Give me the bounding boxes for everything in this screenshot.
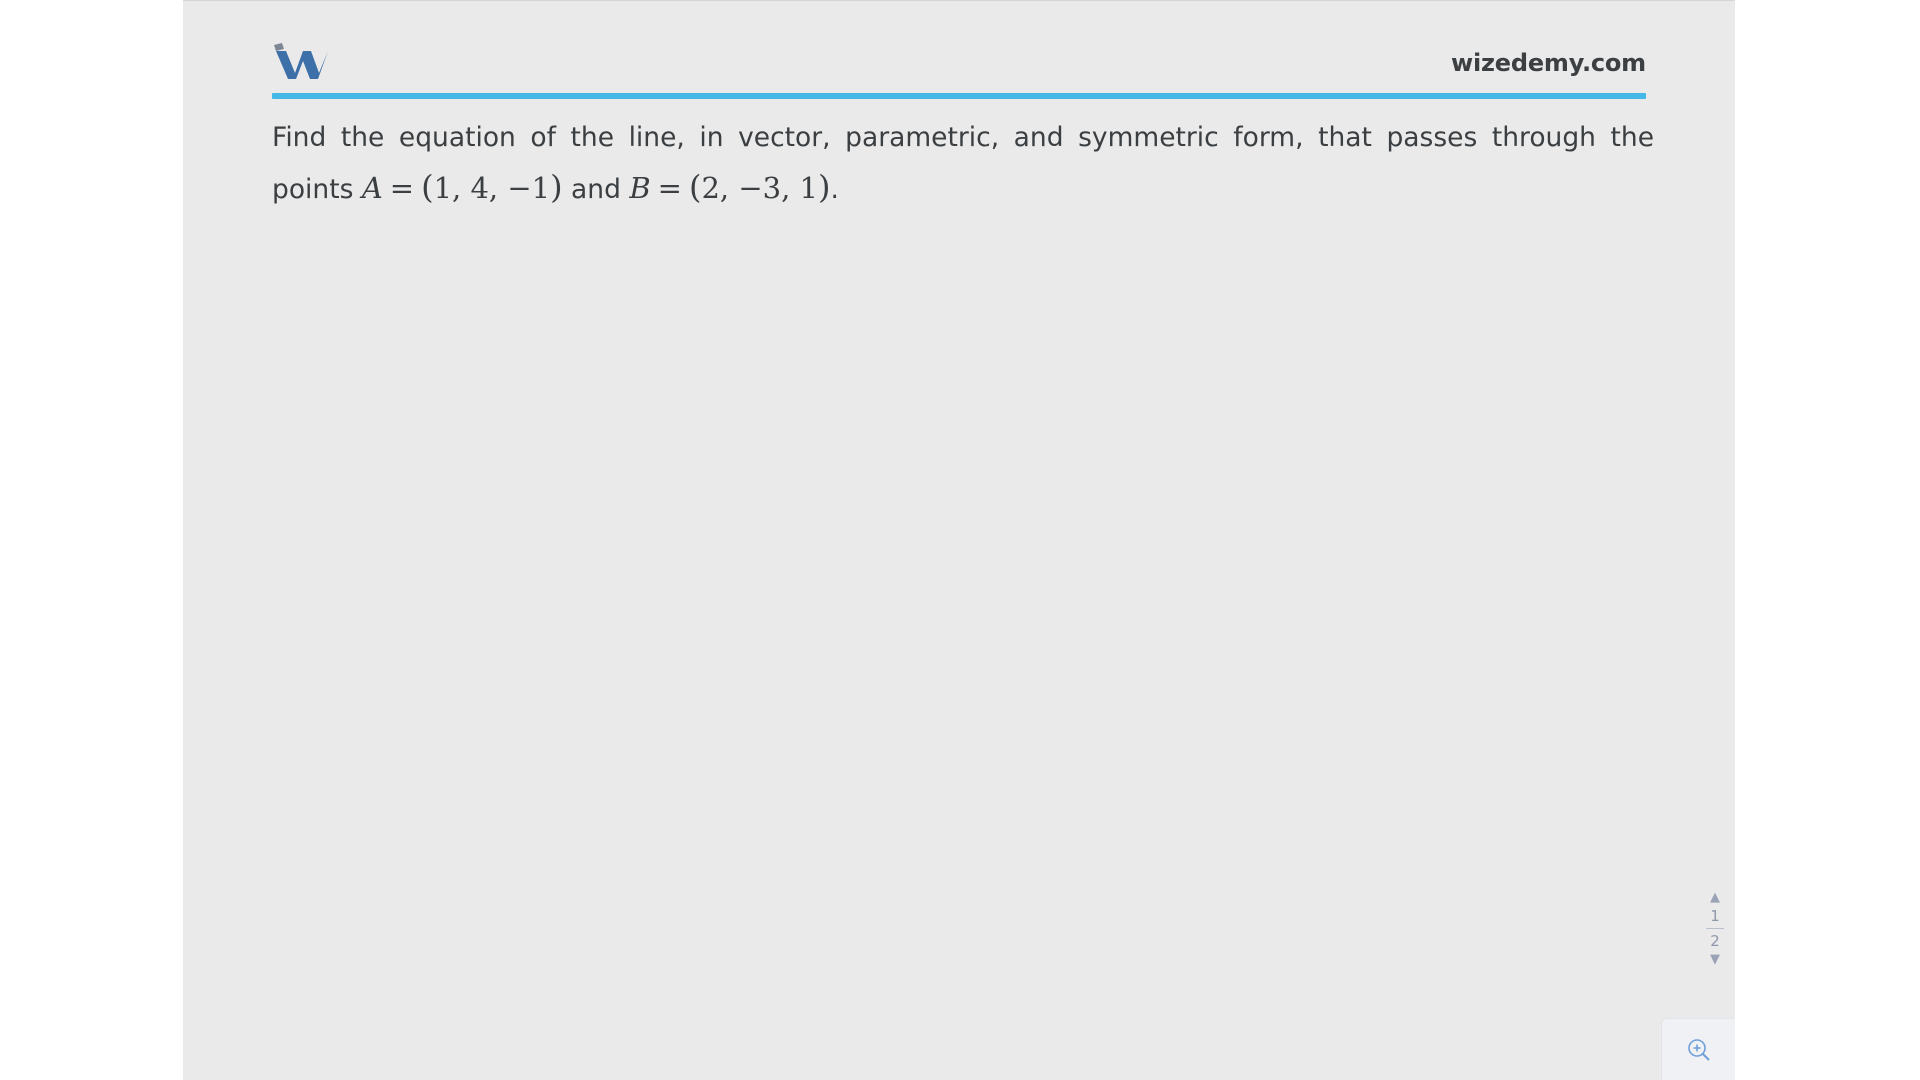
question-text bbox=[272, 113, 1654, 214]
zoom-in-icon bbox=[1686, 1037, 1712, 1063]
point-b-open-paren: ( bbox=[688, 168, 702, 206]
right-gutter bbox=[1735, 0, 1920, 1080]
point-a-equals: = bbox=[389, 171, 415, 205]
wizedemy-w-logo-icon bbox=[272, 39, 332, 83]
point-b-coords: 2, −3, 1 bbox=[701, 171, 818, 205]
question-line-2 bbox=[272, 163, 1654, 214]
question-line-1: Find the equation of the line, in vector, parametric, and symmetric form, that passes through the bbox=[272, 122, 1654, 153]
page-separator bbox=[1706, 928, 1724, 929]
page-up-arrow[interactable]: ▲ bbox=[1710, 890, 1720, 905]
site-label: wizedemy.com bbox=[1451, 49, 1646, 77]
document-header bbox=[272, 27, 1646, 97]
point-b-close-paren: ) bbox=[817, 168, 831, 206]
question-terminator: . bbox=[830, 174, 839, 205]
point-a-name: A bbox=[361, 171, 383, 205]
page-navigator bbox=[1700, 890, 1730, 967]
point-b-equals: = bbox=[657, 171, 682, 205]
question-conjunction: and bbox=[571, 174, 621, 205]
left-gutter bbox=[0, 0, 183, 1080]
point-a-open-paren: ( bbox=[421, 168, 434, 206]
total-page-number: 2 bbox=[1710, 932, 1720, 950]
question-prefix: points bbox=[272, 174, 354, 205]
zoom-in-button[interactable] bbox=[1661, 1018, 1735, 1080]
point-a-close-paren: ) bbox=[550, 168, 563, 206]
point-b-name: B bbox=[629, 171, 651, 205]
point-a-coords: 1, 4, −1 bbox=[433, 171, 551, 205]
page-down-arrow[interactable]: ▼ bbox=[1710, 952, 1720, 967]
header-divider bbox=[272, 93, 1646, 99]
current-page-number: 1 bbox=[1710, 907, 1720, 925]
document-page bbox=[183, 0, 1735, 1080]
